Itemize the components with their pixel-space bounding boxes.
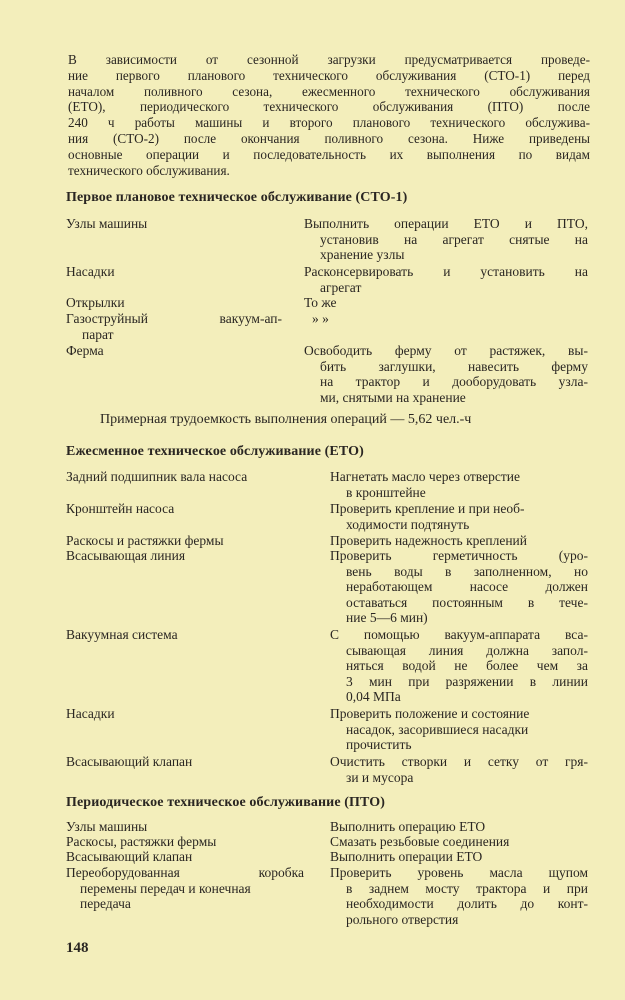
- sto1-unit: Ферма: [66, 343, 104, 358]
- pto-unit: Всасывающий клапан: [66, 849, 193, 864]
- intro-line: основные операции и последовательность их выполнения по видам: [68, 146, 590, 162]
- sto1-unit: Узлы машины: [66, 216, 148, 231]
- intro-line: ние первого планового технического обслуживания (СТО-1) перед: [68, 67, 590, 83]
- labor-note: Примерная трудоемкость выполнения операций — 5,62 чел.-ч: [100, 412, 472, 427]
- eto-operation: Проверить надежность креплений: [330, 533, 528, 548]
- intro-line: 240 ч работы машины и второго планового технического обслужива-: [68, 115, 590, 131]
- pto-heading: Периодическое техническое обслуживание (ПТО): [66, 795, 385, 810]
- eto-operation: С помощью вакуум-аппарата вса- сывающая линия должна запол- няться водой не более чем за 3 мин при разряжении в линии 0,04 МПа: [330, 627, 588, 705]
- eto-unit: Всасывающий клапан: [66, 754, 193, 769]
- sto1-operation: Выполнить операции ЕТО и ПТО, установив на агрегат снятые на хранение узлы: [304, 216, 588, 263]
- pto-operation: Выполнить операцию ЕТО: [330, 819, 486, 834]
- eto-operation: Проверить положение и состояние насадок, засорившиеся насадки прочистить: [330, 706, 530, 753]
- sto1-operation: » »: [312, 311, 329, 326]
- eto-operation: Очистить створки и сетку от гря- зи и мусора: [330, 754, 588, 785]
- sto1-heading: Первое плановое техническое обслуживание (СТО-1): [66, 190, 408, 205]
- pto-operation: Смазать резьбовые соединения: [330, 834, 510, 849]
- intro-paragraph: [68, 52, 590, 178]
- sto1-unit: Газоструйный вакуум-ап- парат: [66, 311, 282, 342]
- eto-unit: Задний подшипник вала насоса: [66, 469, 248, 484]
- page-number: 148: [66, 940, 89, 956]
- eto-unit: Всасывающая линия: [66, 548, 186, 563]
- pto-operation: Проверить уровень масла щупом в заднем мосту трактора и при необходимости долить до конт- рольного отверстия: [330, 865, 588, 927]
- sto1-unit: Открылки: [66, 295, 125, 310]
- intro-line: началом поливного сезона, ежесменного технического обслуживания: [68, 83, 590, 99]
- intro-line: технического обслуживания.: [68, 162, 230, 178]
- pto-unit: Переоборудованная коробка перемены передач и конечная передача: [66, 865, 304, 912]
- intro-line: ния (СТО-2) после окончания поливного сезона. Ниже приведены: [68, 130, 590, 146]
- sto1-operation: То же: [304, 295, 337, 310]
- sto1-operation: Расконсервировать и установить на агрегат: [304, 264, 588, 295]
- sto1-unit: Насадки: [66, 264, 115, 279]
- intro-line: (ЕТО), периодического технического обслуживания (ПТО) после: [68, 99, 590, 115]
- pto-unit: Раскосы, растяжки фермы: [66, 834, 217, 849]
- eto-heading: Ежесменное техническое обслуживание (ЕТО): [66, 444, 364, 459]
- eto-operation: Нагнетать масло через отверстие в кронштейне: [330, 469, 520, 500]
- pto-operation: Выполнить операции ЕТО: [330, 849, 483, 864]
- eto-unit: Раскосы и растяжки фермы: [66, 533, 224, 548]
- eto-unit: Кронштейн насоса: [66, 501, 175, 516]
- intro-line: В зависимости от сезонной загрузки предусматривается проведе-: [68, 52, 590, 67]
- eto-operation: Проверить крепление и при необ- ходимости подтянуть: [330, 501, 525, 532]
- sto1-operation: Освободить ферму от растяжек, вы- бить заглушки, навесить ферму на трактор и дооборудовать узла- ми, снятыми на хранение: [304, 343, 588, 405]
- eto-operation: Проверить герметичность (уро- вень воды в заполненном, но неработающем насосе должен оставаться постоянным в тече- ние 5—6 мин): [330, 548, 588, 626]
- eto-unit: Насадки: [66, 706, 115, 721]
- pto-unit: Узлы машины: [66, 819, 148, 834]
- eto-unit: Вакуумная система: [66, 627, 178, 642]
